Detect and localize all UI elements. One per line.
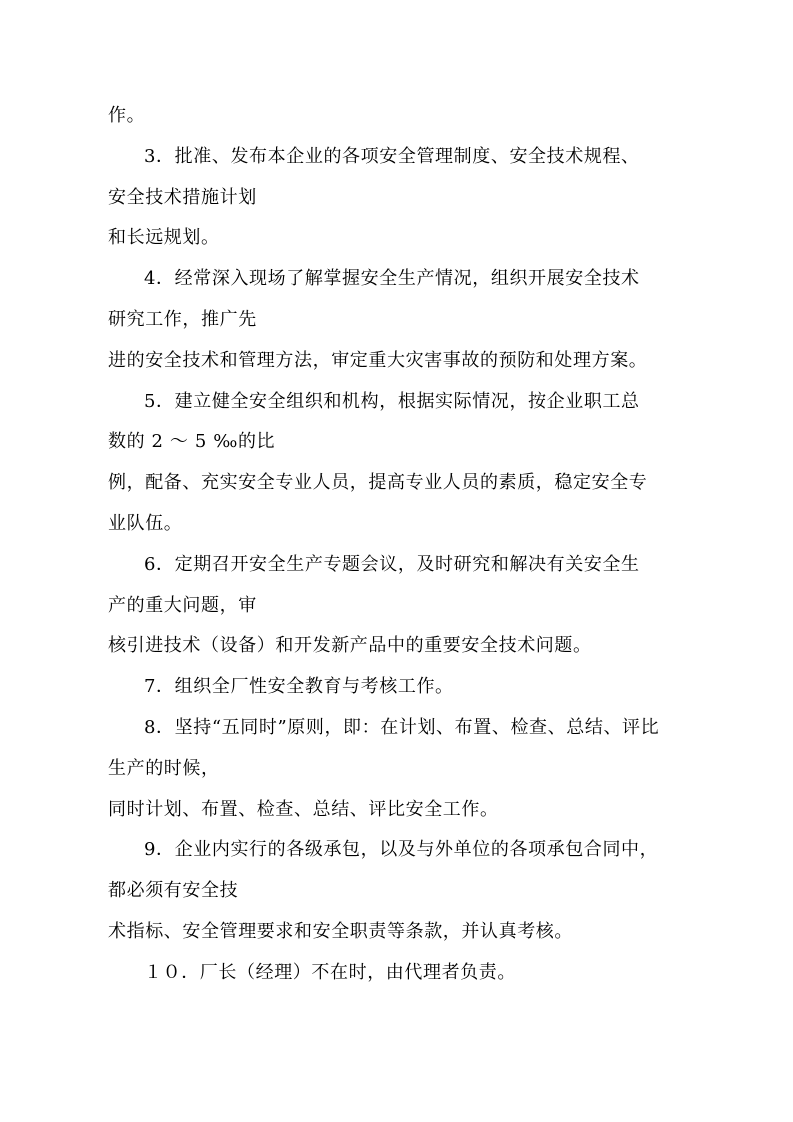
list-item-8: 8．坚持“五同时”原则，即：在计划、布置、检查、总结、评比	[144, 716, 660, 738]
list-item-3: 3．批准、发布本企业的各项安全管理制度、安全技术规程、	[144, 145, 640, 167]
text-line: 产的重大问题，审	[108, 594, 257, 616]
text-line: 业队伍。	[108, 512, 183, 534]
list-item-7: 7．组织全厂性安全教育与考核工作。	[144, 676, 454, 698]
text-line: 研究工作，推广先	[108, 308, 257, 330]
document-page	[108, 96, 693, 994]
text-line: 生产的时候，	[108, 757, 220, 779]
text-line: 术指标、安全管理要求和安全职责等条款，并认真考核。	[108, 920, 573, 942]
list-item-10: １０．厂长（经理）不在时，由代理者负责。	[144, 961, 516, 983]
text-line: 核引进技术（设备）和开发新产品中的重要安全技术问题。	[108, 635, 592, 657]
list-item-5: 5．建立健全安全组织和机构，根据实际情况，按企业职工总	[144, 390, 640, 412]
text-line: 安全技术措施计划	[108, 186, 257, 208]
text-line-continuation: 作。	[108, 105, 146, 126]
text-line: 都必须有安全技	[108, 880, 239, 902]
list-item-9: 9．企业内实行的各级承包，以及与外单位的各项承包合同中，	[144, 839, 659, 861]
text-line: 和长远规划。	[108, 227, 220, 249]
list-item-6: 6．定期召开安全生产专题会议，及时研究和解决有关安全生	[144, 553, 640, 575]
text-line: 同时计划、布置、检查、总结、评比安全工作。	[108, 798, 499, 820]
text-line: 数的 2 ～ 5 ‰的比	[108, 431, 276, 453]
text-line: 例，配备、充实安全专业人员，提高专业人员的素质，稳定安全专	[108, 472, 648, 494]
list-item-4: 4．经常深入现场了解掌握安全生产情况，组织开展安全技术	[144, 268, 640, 290]
text-line: 进的安全技术和管理方法，审定重大灾害事故的预防和处理方案。	[108, 349, 648, 371]
